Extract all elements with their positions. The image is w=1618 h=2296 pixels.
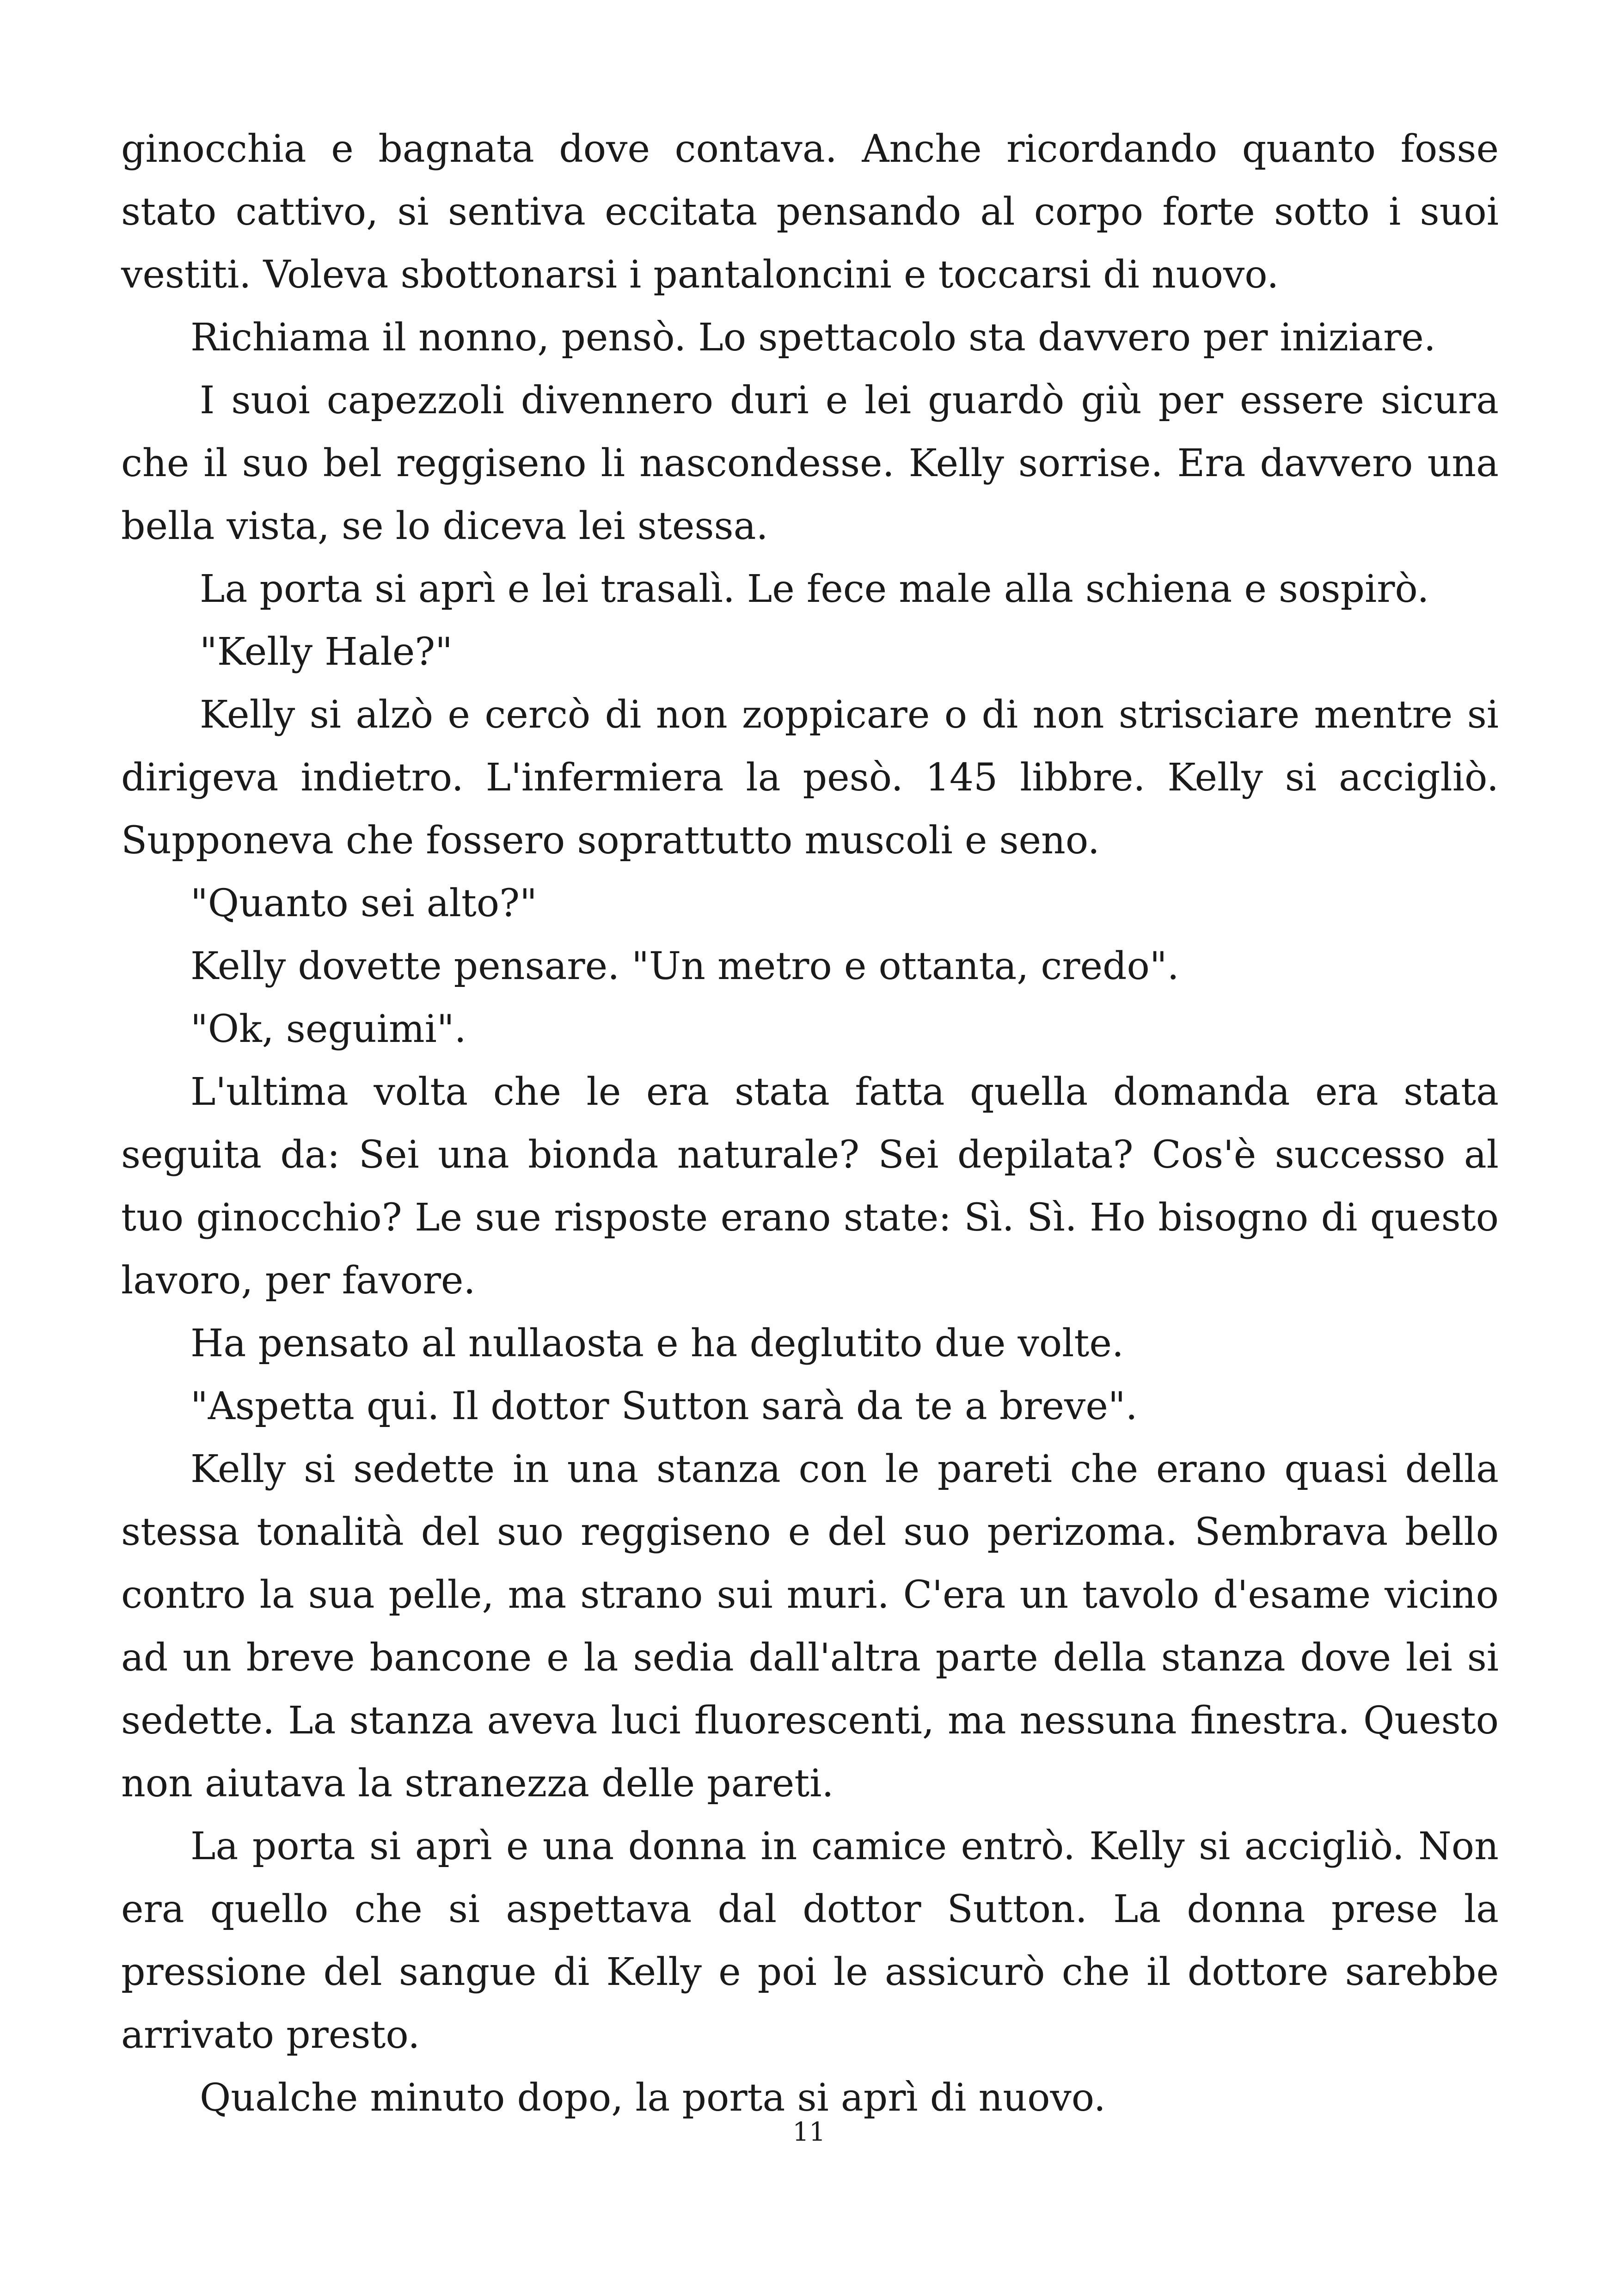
paragraph: Kelly si sedette in una stanza con le pareti che erano quasi della stessa tonalità del suo reggiseno e del suo perizoma. Sembrava bello contro la sua pelle, ma strano sui muri. C'era un tavolo d'esame vicino ad un breve bancone e la sedia dall'altra parte della stanza dove lei si sedette. La stanza aveva luci fluorescenti, ma nessuna finestra. Questo non aiutava la stranezza delle pareti. <box>121 1447 1499 1806</box>
paragraph: "Quanto sei alto?" <box>190 882 537 925</box>
paragraph: ginocchia e bagnata dove contava. Anche ricordando quanto fosse stato cattivo, si sentiva eccitata pensando al corpo forte sotto i suoi vestiti. Voleva sbottonarsi i pantaloncini e toccarsi di nuovo. <box>121 127 1499 297</box>
paragraph: I suoi capezzoli divennero duri e lei guardò giù per essere sicura che il suo bel reggiseno li nascondesse. Kelly sorrise. Era davvero una bella vista, se lo diceva lei stessa. <box>121 379 1499 548</box>
paragraph: Kelly si alzò e cercò di non zoppicare o di non strisciare mentre si dirigeva indietro. L'infermiera la pesò. 145 libbre. Kelly si accigliò. Supponeva che fossero soprattutto muscoli e seno. <box>121 693 1499 863</box>
paragraph: La porta si aprì e una donna in camice entrò. Kelly si accigliò. Non era quello che si aspettava dal dottor Sutton. La donna prese la pressione del sangue di Kelly e poi le assicurò che il dottore sarebbe arrivato presto. <box>121 1825 1499 2057</box>
paragraph: Richiama il nonno, pensò. Lo spettacolo sta davvero per iniziare. <box>190 316 1436 360</box>
paragraph: Ha pensato al nullaosta e ha deglutito due volte. <box>190 1322 1124 1365</box>
paragraph: Qualche minuto dopo, la porta si aprì di nuovo. <box>200 2076 1106 2120</box>
page-number: 11 <box>792 2117 826 2147</box>
paragraph: La porta si aprì e lei trasalì. Le fece male alla schiena e sospirò. <box>200 567 1429 611</box>
paragraph: Kelly dovette pensare. "Un metro e ottanta, credo". <box>190 944 1179 988</box>
body-text <box>121 118 1499 2130</box>
paragraph: "Aspetta qui. Il dottor Sutton sarà da te a breve". <box>190 1384 1138 1428</box>
paragraph: "Ok, seguimi". <box>190 1007 466 1051</box>
paragraph: "Kelly Hale?" <box>200 630 453 674</box>
paragraph: L'ultima volta che le era stata fatta quella domanda era stata seguita da: Sei una bionda naturale? Sei depilata? Cos'è successo al tuo ginocchio? Le sue risposte erano state: Sì. Sì. Ho bisogno di questo lavoro, per favore. <box>121 1070 1499 1303</box>
